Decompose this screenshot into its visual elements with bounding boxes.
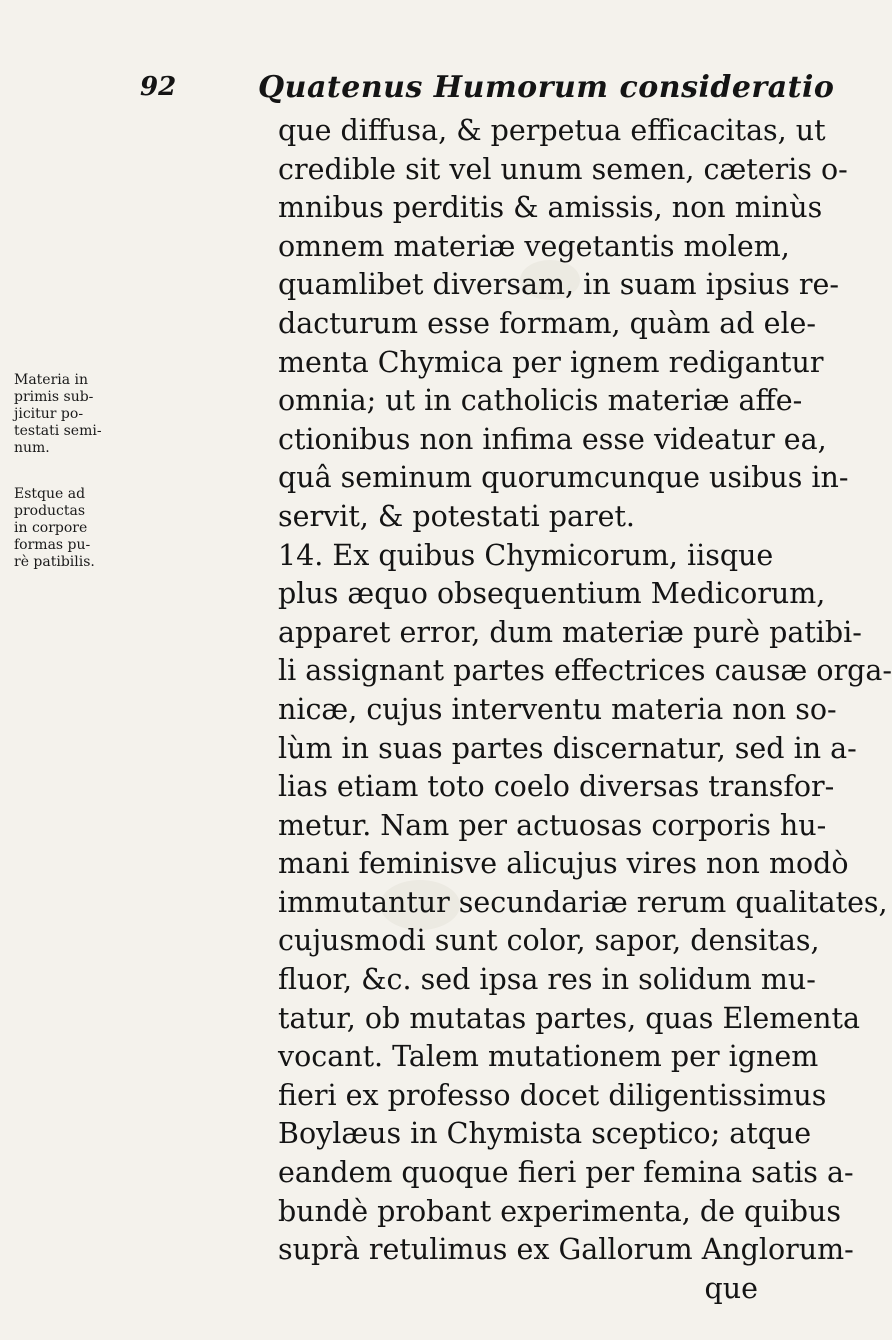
margin-note-line: Estque ad [14,486,86,502]
text-line: suprà retulimus ex Gallorum Anglorum- [278,1233,854,1267]
text-line: nicæ, cujus interventu materia non so- [278,692,837,726]
margin-note-line: productas [14,503,86,519]
text-line: quamlibet diversam, in suam ipsius re- [278,268,840,302]
text-line: lùm in suas partes discernatur, sed in a- [278,731,857,765]
margin-note-line: in corpore [14,520,88,536]
text-line: cujusmodi sunt color, sapor, densitas, [278,924,820,958]
margin-note-line: Materia in [14,372,89,388]
text-line: mani feminisve alicujus vires non modò [278,847,849,881]
text-line: plus æquo obsequentium Medicorum, [278,577,826,611]
text-line: mnibus perditis & amissis, non minùs [278,191,823,225]
margin-note-line: jicitur po- [14,406,84,422]
margin-note-line: primis sub- [14,389,94,405]
text-line: apparet error, dum materiæ purè patibi- [278,615,862,649]
text-line: ctionibus non infima esse videatur ea, [278,422,827,456]
text-line: quâ seminum quorumcunque usibus in- [278,461,849,495]
text-line: vocant. Talem mutationem per ignem [278,1040,819,1074]
text-line: servit, & potestati paret. [278,499,635,533]
page-number: 92 [140,72,177,102]
text-line: metur. Nam per actuosas corporis hu- [278,808,827,842]
running-title: Quatenus Humorum consideratio [258,70,835,105]
margin-note-materia [14,372,102,457]
text-line: fluor, &c. sed ipsa res in solidum mu- [278,963,816,997]
margin-note-line: formas pu- [14,537,91,553]
text-line: li assignant partes effectrices causæ orga- [278,654,892,688]
text-line: menta Chymica per ignem redigantur [278,345,824,379]
text-line: 14. Ex quibus Chymicorum, iisque [278,538,774,572]
text-line: fieri ex professo docet diligentissimus [278,1078,827,1112]
margin-note-line: num. [14,440,50,456]
text-line: tatur, ob mutatas partes, quas Elementa [278,1001,860,1035]
margin-note-estque [14,486,98,571]
text-line: eandem quoque fieri per femina satis a- [278,1156,854,1190]
margin-note-line: rè patibilis. [14,554,95,570]
text-line: que diffusa, & perpetua efficacitas, ut [278,114,826,147]
text-line: dacturum esse formam, quàm ad ele- [278,306,817,340]
text-line: credible sit vel unum semen, cæteris o- [278,152,848,186]
text-line: omnem materiæ vegetantis molem, [278,229,790,263]
text-line: Boylæus in Chymista sceptico; atque [278,1117,812,1151]
text-line: que [704,1271,758,1305]
margin-note-line: testati semi- [14,423,102,439]
text-line: bundè probant experimenta, de quibus [278,1194,841,1228]
text-line: omnia; ut in catholicis materiæ affe- [278,384,803,418]
page-header [140,68,835,112]
body-text [278,112,892,1308]
text-line: immutantur secundariæ rerum qualitates, [278,885,888,919]
text-line: lias etiam toto coelo diversas transfor- [278,770,835,804]
